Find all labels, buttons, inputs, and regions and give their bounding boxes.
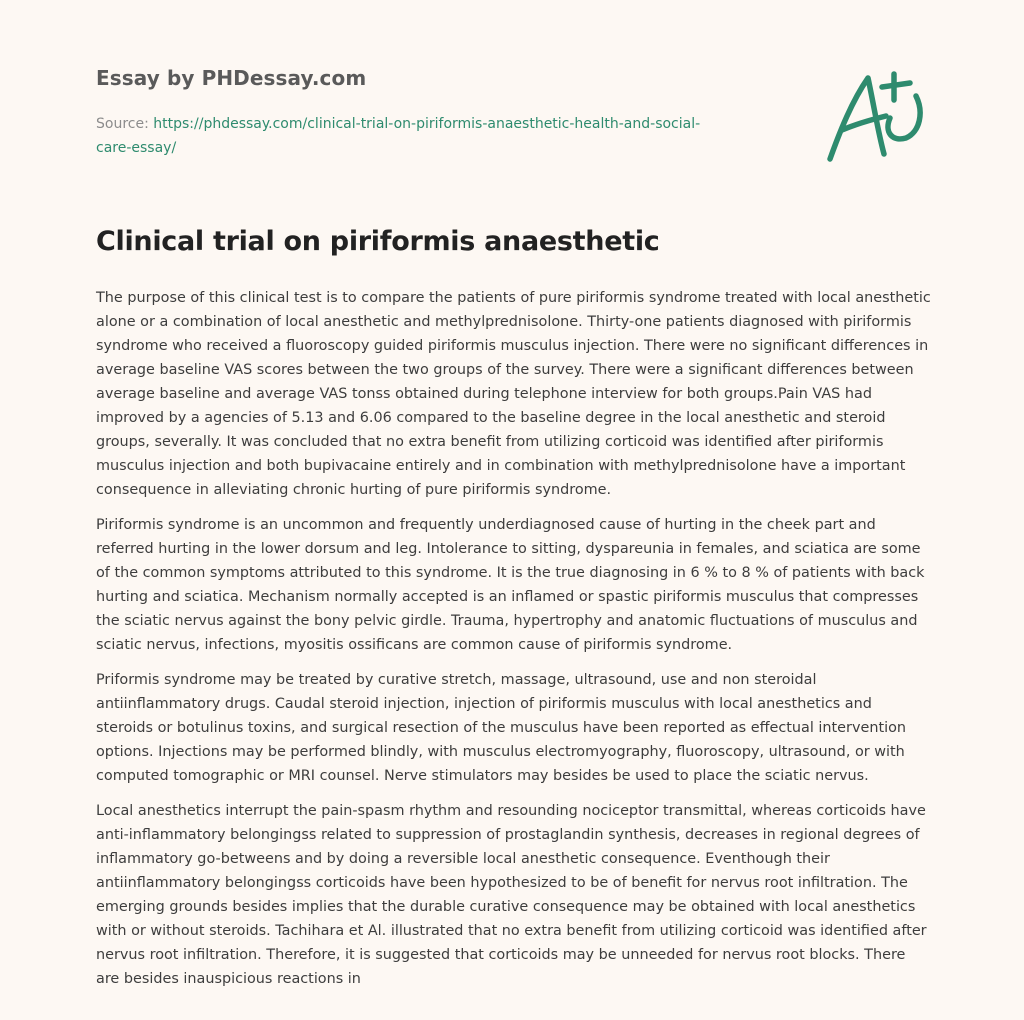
paragraph: The purpose of this clinical test is to compare the patients of pure piriformis syndrome treated with local anesthetic alone or a combination of local anesthetic and methylprednisolone. Thirty-one patients diagnosed with piriformis syndrome who received a fluoroscopy guided piriformis musculus injection. There were no significant differences in average baseline VAS scores between the two groups of the survey. There were a significant differences between average baseline and average VAS tonss obtained during telephone interview for both groups.Pain VAS had improved by a agencies of 5.13 and 6.06 compared to the baseline degree in the local anesthetic and steroid groups, severally. It was concluded that no extra benefit from utilizing corticoid was identified after piriformis musculus injection and both bupivacaine entirely and in combination with methylprednisolone have a important consequence in alleviating chronic hurting of pure piriformis syndrome. [96,290,931,498]
paragraph: Piriformis syndrome is an uncommon and frequently underdiagnosed cause of hurting in the cheek part and referred hurting in the lower dorsum and leg. Intolerance to sitting, dyspareunia in females, and sciatica are some of the common symptoms attributed to this syndrome. It is the true diagnosing in 6 % to 8 % of patients with back hurting and sciatica. Mechanism normally accepted is an inflamed or spastic piriformis musculus that compresses the sciatic nervus against the bony pelvic girdle. Trauma, hypertrophy and anatomic fluctuations of musculus and sciatic nervus, infections, myositis ossificans are common cause of piriformis syndrome. [96,517,925,653]
page-header [96,66,776,160]
source-link[interactable] [96,116,700,156]
article-title: Clinical trial on piriformis anaesthetic [96,226,660,257]
source-label: Source: [96,116,149,132]
article-body [96,286,932,1002]
paragraph: Priformis syndrome may be treated by curative stretch, massage, ultrasound, use and non steroidal antiinflammatory drugs. Caudal steroid injection, injection of piriformis musculus with local anesthetics and steroids or botulinus toxins, and surgical resection of the musculus have been reported as effectual intervention options. Injections may be performed blindly, with musculus electromyography, fluoroscopy, ultrasound, or with computed tomographic or MRI counsel. Nerve stimulators may besides be used to place the sciatic nervus. [96,672,907,784]
source-link-line2: care-essay/ [96,140,177,156]
source-link-line1: https://phdessay.com/clinical-trial-on-piriformis-anaesthetic-health-and-social- [153,116,701,132]
site-name: Essay by PHDessay.com [96,66,367,90]
source-line [96,112,776,160]
a-plus-logo-icon [820,66,930,166]
paragraph: Local anesthetics interrupt the pain-spasm rhythm and resounding nociceptor transmittal, whereas corticoids have anti-inflammatory belongingss related to suppression of prostaglandin synthesis, decreases in regional degrees of inflammatory go-betweens and by doing a reversible local anesthetic consequence. Eventhough their antiinflammatory belongingss corticoids have been hypothesized to be of benefit for nervus root infiltration. The emerging grounds besides implies that the durable curative consequence may be obtained with local anesthetics with or without steroids. Tachihara et Al. illustrated that no extra benefit from utilizing corticoid was identified after nervus root infiltration. Therefore, it is suggested that corticoids may be unneeded for nervus root blocks. There are besides inauspicious reactions in [96,803,927,987]
